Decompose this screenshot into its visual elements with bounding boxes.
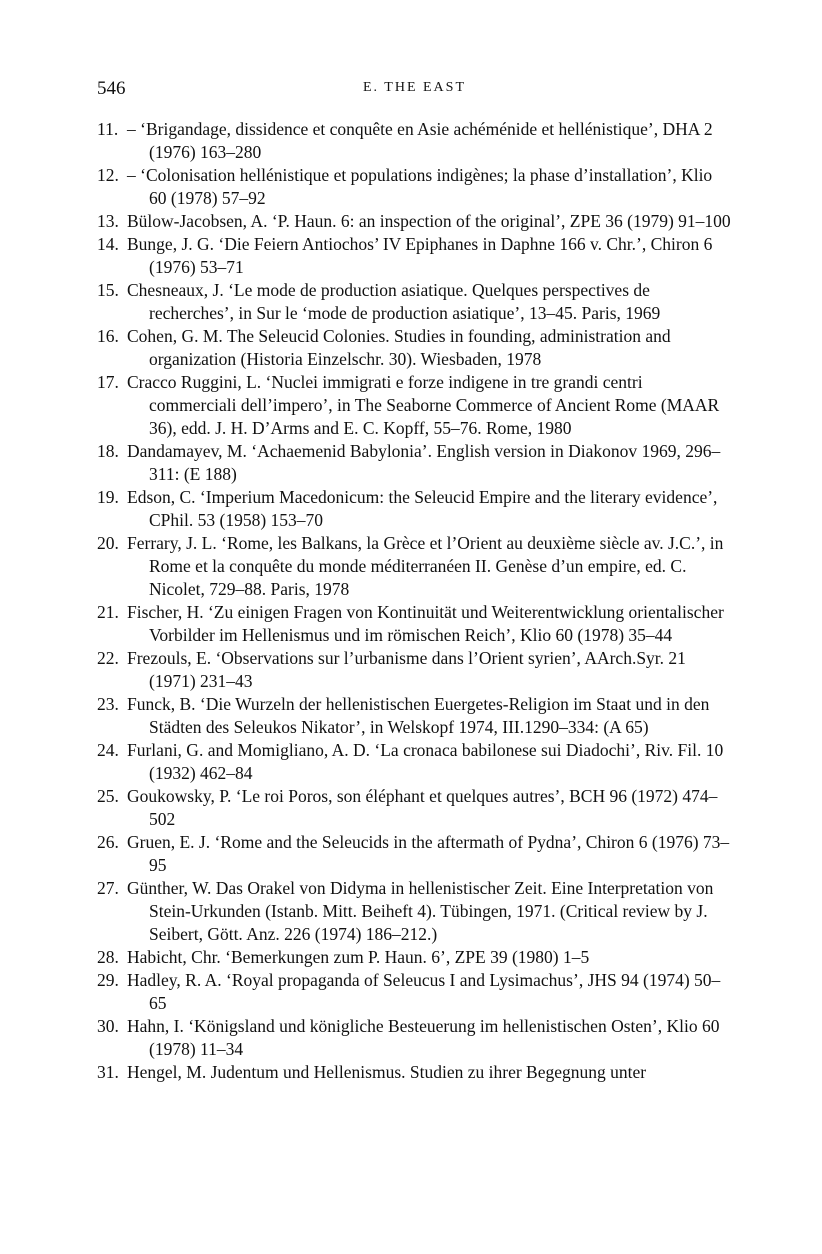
entry-number: 26. — [97, 832, 119, 852]
entry-text: Bunge, J. G. ‘Die Feiern Antiochos’ IV Epiphanes in Daphne 166 v. Chr.’, Chiron 6 (1976) 53–71 — [127, 234, 713, 277]
entry-number: 16. — [97, 326, 119, 346]
entry-text: Ferrary, J. L. ‘Rome, les Balkans, la Grèce et l’Orient au deuxième siècle av. J.C.’, in Rome et la conquête du monde méditerranéen II. Genèse d’un empire, ed. C. Nicolet, 729–88. Paris, 1978 — [127, 533, 724, 599]
bibliography-entry — [97, 647, 732, 693]
entry-number: 14. — [97, 234, 119, 254]
entry-text: Bülow-Jacobsen, A. ‘P. Haun. 6: an inspection of the original’, ZPE 36 (1979) 91–100 — [127, 211, 731, 231]
entry-number: 17. — [97, 372, 119, 392]
entry-text: Fischer, H. ‘Zu einigen Fragen von Kontinuität und Weiterentwicklung orientalischer Vorbilder im Hellenismus und im römischen Reich’, Klio 60 (1978) 35–44 — [127, 602, 724, 645]
entry-text: – ‘Brigandage, dissidence et conquête en Asie achéménide et hellénistique’, DHA 2 (1976) 163–280 — [127, 119, 713, 162]
bibliography-entry — [97, 739, 732, 785]
entry-text: Dandamayev, M. ‘Achaemenid Babylonia’. English version in Diakonov 1969, 296–311: (E 188) — [127, 441, 721, 484]
entry-text: Goukowsky, P. ‘Le roi Poros, son éléphant et quelques autres’, BCH 96 (1972) 474–502 — [127, 786, 718, 829]
bibliography-entry — [97, 1061, 732, 1084]
entry-text: – ‘Colonisation hellénistique et populations indigènes; la phase d’installation’, Klio 60 (1978) 57–92 — [127, 165, 713, 208]
bibliography-entry — [97, 831, 732, 877]
page-header — [97, 78, 732, 102]
entry-number: 25. — [97, 786, 119, 806]
entry-number: 19. — [97, 487, 119, 507]
bibliography-entry — [97, 877, 732, 946]
entry-number: 31. — [97, 1062, 119, 1082]
entry-text: Cracco Ruggini, L. ‘Nuclei immigrati e forze indigene in tre grandi centri commerciali dell’impero’, in The Seaborne Commerce of Ancient Rome (MAAR 36), edd. J. H. D’Arms and E. C. Kopff, 55–76. Rome, 1980 — [127, 372, 720, 438]
entry-number: 15. — [97, 280, 119, 300]
bibliography-entry — [97, 969, 732, 1015]
bibliography-list — [97, 118, 732, 1084]
bibliography-entry — [97, 118, 732, 164]
entry-text: Gruen, E. J. ‘Rome and the Seleucids in the aftermath of Pydna’, Chiron 6 (1976) 73–95 — [127, 832, 730, 875]
entry-number: 11. — [97, 119, 119, 139]
entry-number: 29. — [97, 970, 119, 990]
entry-text: Edson, C. ‘Imperium Macedonicum: the Seleucid Empire and the literary evidence’, CPhil. 53 (1958) 153–70 — [127, 487, 718, 530]
entry-number: 22. — [97, 648, 119, 668]
bibliography-entry — [97, 325, 732, 371]
bibliography-entry — [97, 440, 732, 486]
bibliography-entry — [97, 601, 732, 647]
entry-number: 23. — [97, 694, 119, 714]
bibliography-entry — [97, 486, 732, 532]
entry-number: 30. — [97, 1016, 119, 1036]
entry-text: Günther, W. Das Orakel von Didyma in hellenistischer Zeit. Eine Interpretation von Stein-Urkunden (Istanb. Mitt. Beiheft 4). Tübingen, 1971. (Critical review by J. Seibert, Gött. Anz. 226 (1974) 186–212.) — [127, 878, 714, 944]
entry-text: Furlani, G. and Momigliano, A. D. ‘La cronaca babilonese sui Diadochi’, Riv. Fil. 10 (1932) 462–84 — [127, 740, 724, 783]
entry-number: 20. — [97, 533, 119, 553]
bibliography-entry — [97, 946, 732, 969]
bibliography-entry — [97, 693, 732, 739]
page-number: 546 — [97, 78, 126, 99]
entry-number: 12. — [97, 165, 119, 185]
entry-text: Chesneaux, J. ‘Le mode de production asiatique. Quelques perspectives de recherches’, in Sur le ‘mode de production asiatique’, 13–45. Paris, 1969 — [127, 280, 661, 323]
entry-number: 21. — [97, 602, 119, 622]
entry-number: 27. — [97, 878, 119, 898]
entry-number: 24. — [97, 740, 119, 760]
bibliography-entry — [97, 371, 732, 440]
bibliography-entry — [97, 279, 732, 325]
entry-text: Hengel, M. Judentum und Hellenismus. Studien zu ihrer Begegnung unter — [127, 1062, 647, 1082]
entry-text: Frezouls, E. ‘Observations sur l’urbanisme dans l’Orient syrien’, AArch.Syr. 21 (1971) 231–43 — [127, 648, 686, 691]
entry-text: Hahn, I. ‘Königsland und königliche Besteuerung im hellenistischen Osten’, Klio 60 (1978) 11–34 — [127, 1016, 720, 1059]
bibliography-entry — [97, 164, 732, 210]
entry-number: 28. — [97, 947, 119, 967]
entry-text: Funck, B. ‘Die Wurzeln der hellenistischen Euergetes-Religion im Staat und in den Städten des Seleukos Nikator’, in Welskopf 1974, III.1290–334: (A 65) — [127, 694, 710, 737]
bibliography-entry — [97, 785, 732, 831]
entry-text: Cohen, G. M. The Seleucid Colonies. Studies in founding, administration and organization (Historia Einzelschr. 30). Wiesbaden, 1978 — [127, 326, 671, 369]
entry-number: 18. — [97, 441, 119, 461]
bibliography-entry — [97, 1015, 732, 1061]
entry-text: Hadley, R. A. ‘Royal propaganda of Seleucus I and Lysimachus’, JHS 94 (1974) 50–65 — [127, 970, 721, 1013]
entry-text: Habicht, Chr. ‘Bemerkungen zum P. Haun. 6’, ZPE 39 (1980) 1–5 — [127, 947, 590, 967]
bibliography-entry — [97, 233, 732, 279]
bibliography-entry — [97, 532, 732, 601]
running-head: E. THE EAST — [362, 80, 466, 95]
bibliography-entry — [97, 210, 732, 233]
entry-number: 13. — [97, 211, 119, 231]
